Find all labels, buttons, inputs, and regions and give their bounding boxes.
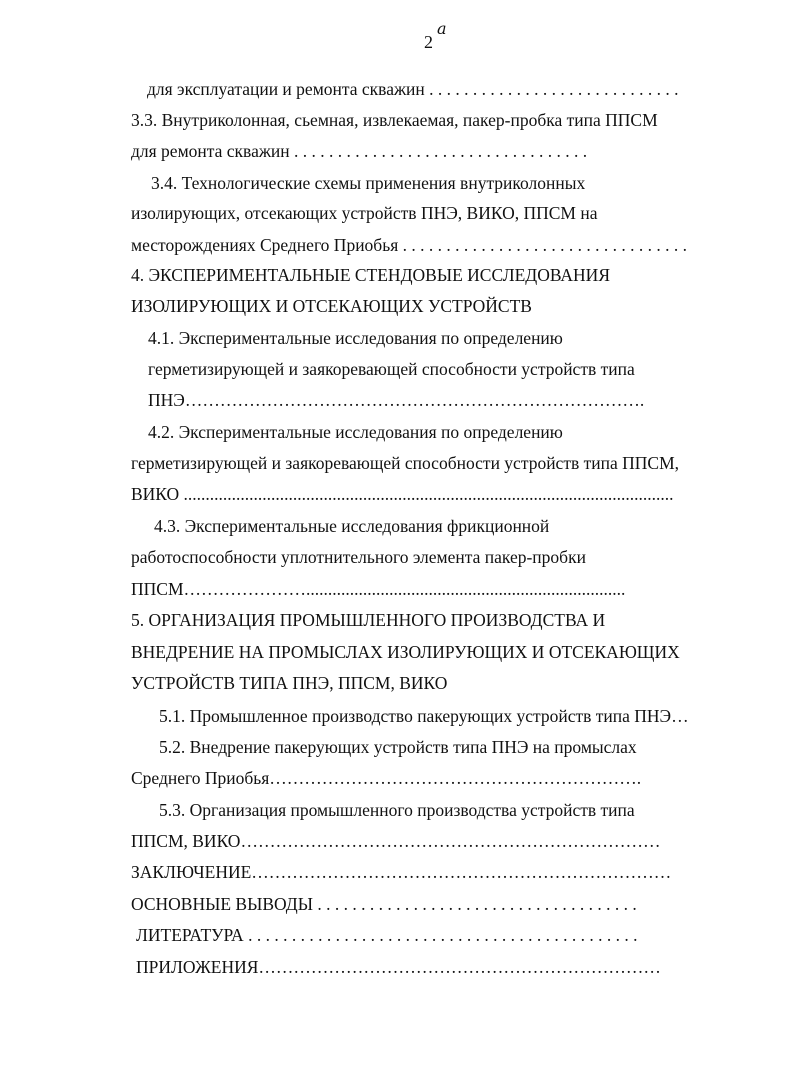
- handwritten-page-mark: a: [437, 19, 447, 38]
- toc-line: ЛИТЕРАТУРА . . . . . . . . . . . . . . . . . . . . . . . . . . . . . . . . . . . . . . . . . . . . .: [136, 925, 638, 945]
- toc-line: ОСНОВНЫЕ ВЫВОДЫ . . . . . . . . . . . . . . . . . . . . . . . . . . . . . . . . . . . . .: [131, 894, 637, 914]
- toc-line: 4. ЭКСПЕРИМЕНТАЛЬНЫЕ СТЕНДОВЫЕ ИССЛЕДОВАНИЯ: [131, 265, 610, 285]
- toc-line: Среднего Приобья……………………………………………………….: [131, 768, 642, 788]
- toc-line: 3.3. Внутриколонная, сьемная, извлекаемая, пакер-пробка типа ППСМ: [131, 110, 658, 130]
- page-number: 2: [424, 32, 433, 52]
- toc-line: для ремонта скважин . . . . . . . . . . . . . . . . . . . . . . . . . . . . . . . . . .: [131, 141, 588, 161]
- toc-line: 5.3. Организация промышленного производства устройств типа: [159, 800, 635, 820]
- toc-line: ЗАКЛЮЧЕНИЕ………………………………………………………………: [131, 862, 672, 882]
- toc-line: ИЗОЛИРУЮЩИХ И ОТСЕКАЮЩИХ УСТРОЙСТВ: [131, 296, 532, 316]
- toc-line: ППСМ………………….........................................................................: [131, 579, 626, 599]
- toc-line: работоспособности уплотнительного элемента пакер-пробки: [131, 547, 586, 567]
- toc-line: ВНЕДРЕНИЕ НА ПРОМЫСЛАХ ИЗОЛИРУЮЩИХ И ОТСЕКАЮЩИХ: [131, 642, 680, 662]
- toc-line: 5. ОРГАНИЗАЦИЯ ПРОМЫШЛЕННОГО ПРОИЗВОДСТВА И: [131, 610, 606, 630]
- toc-line: ВИКО ................................................................................................................: [131, 484, 674, 504]
- toc-line: 5.2. Внедрение пакерующих устройств типа ПНЭ на промыслах: [159, 737, 637, 757]
- toc-line: УСТРОЙСТВ ТИПА ПНЭ, ППСМ, ВИКО: [131, 673, 448, 693]
- toc-line: 4.1. Экспериментальные исследования по определению: [148, 328, 563, 348]
- toc-line: герметизирующей и заякоревающей способности устройств типа: [148, 359, 635, 379]
- toc-line: 3.4. Технологические схемы применения внутриколонных: [151, 173, 586, 193]
- toc-line: ППСМ, ВИКО………………………………………………………………: [131, 831, 661, 851]
- toc-line: герметизирующей и заякоревающей способности устройств типа ППСМ,: [131, 453, 680, 473]
- toc-line: месторождениях Среднего Приобья . . . . . . . . . . . . . . . . . . . . . . . . . . . . . . . . .: [131, 235, 687, 255]
- toc-line: 4.3. Экспериментальные исследования фрикционной: [154, 516, 550, 536]
- toc-line: изолирующих, отсекающих устройств ПНЭ, ВИКО, ППСМ на: [131, 203, 598, 223]
- toc-line: ПНЭ…………………………………………………………………….: [148, 390, 645, 410]
- toc-line: ПРИЛОЖЕНИЯ……………………………………………………………: [136, 957, 661, 977]
- toc-line: 5.1. Промышленное производство пакерующих устройств типа ПНЭ…: [159, 706, 689, 726]
- toc-line: 4.2. Экспериментальные исследования по определению: [148, 422, 563, 442]
- toc-line: для эксплуатации и ремонта скважин . . . . . . . . . . . . . . . . . . . . . . . . . . . . .: [147, 79, 679, 99]
